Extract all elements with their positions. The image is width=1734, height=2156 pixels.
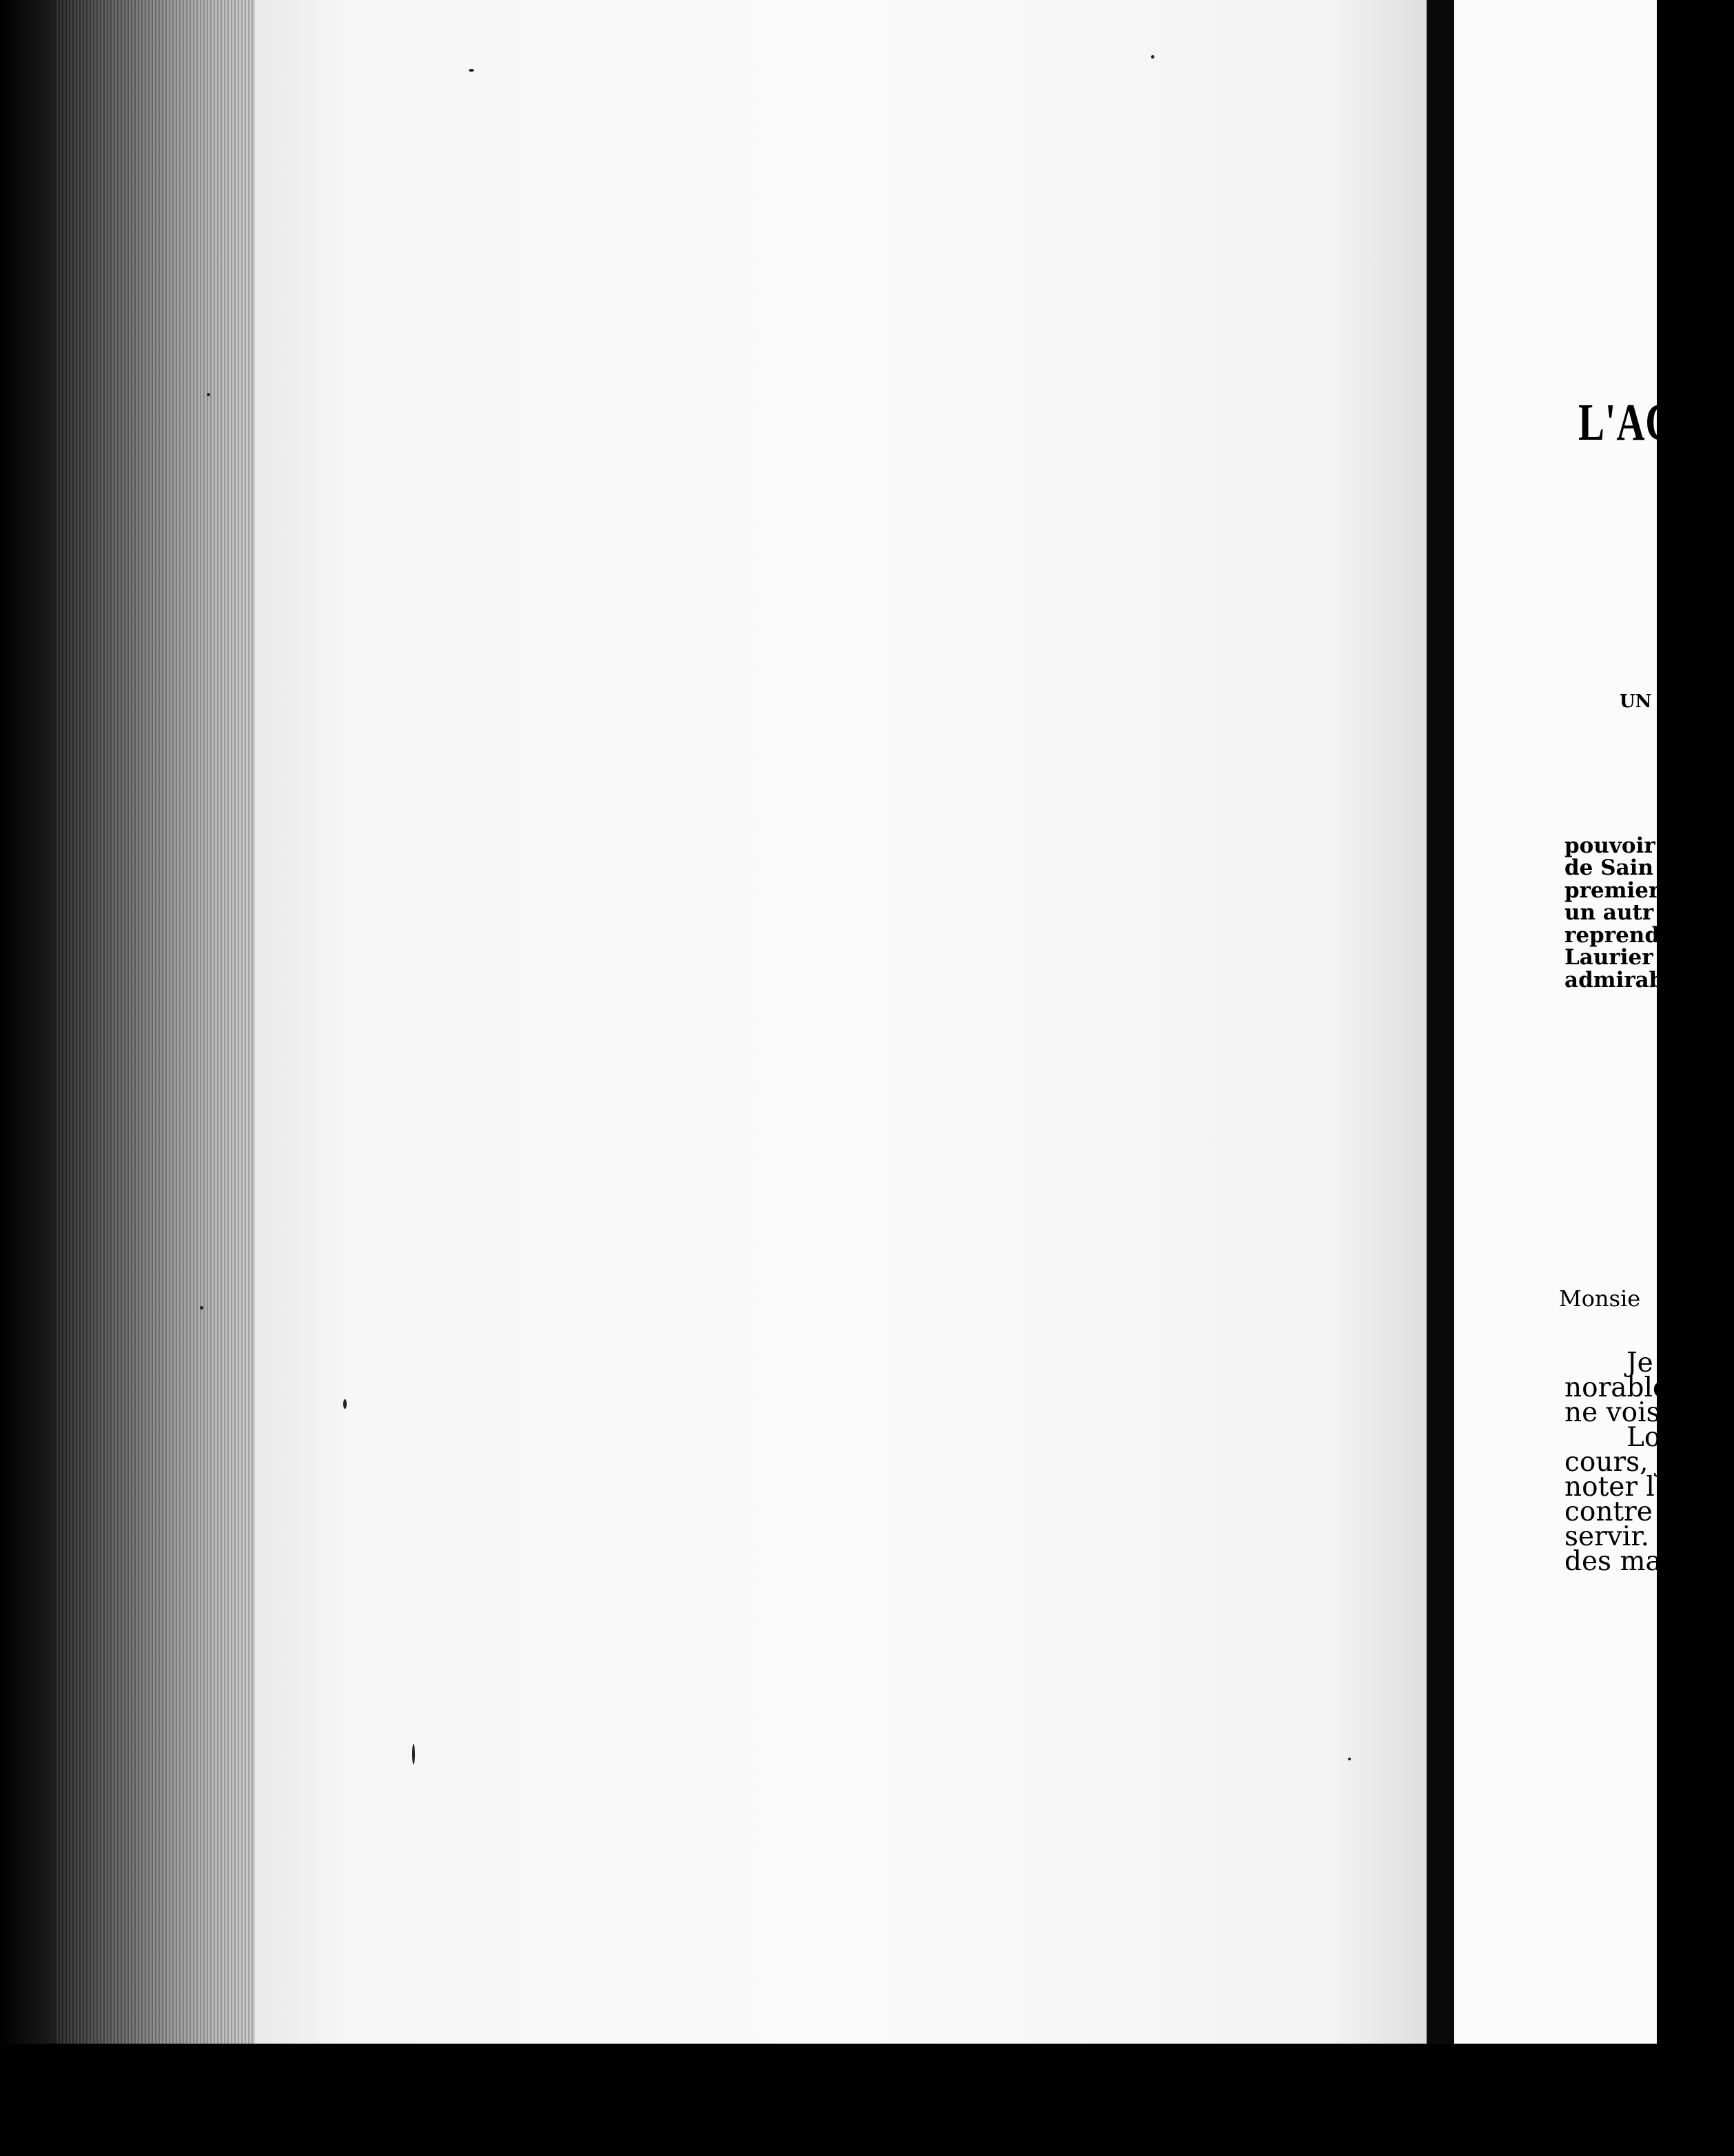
speck [469,69,474,72]
text-line: Laurier [1564,945,1653,970]
body-paragraph [1564,1348,1677,1577]
text-line: En [1702,811,1734,835]
page-edge-stripes [55,0,255,2044]
left-page-blank [255,0,1427,2044]
text-line: premier [1564,877,1660,903]
speck [207,393,210,396]
speck [412,1744,415,1765]
speck [200,1306,203,1310]
chapter-title: L'AC [1578,394,1675,451]
text-line: servir. [1564,1521,1649,1552]
text-line: Lor [1626,1422,1674,1453]
scan-bottom-border [0,2044,1657,2156]
text-line: pouvoir [1564,833,1655,858]
speck [343,1399,347,1409]
text-line: Je [1626,1348,1653,1379]
text-line: un autr [1564,900,1654,925]
chapter-subtitle: UN [1620,691,1652,712]
intro-paragraph [1564,812,1734,991]
right-page [1454,0,1734,2068]
speck [1348,1758,1351,1760]
text-line: admirab [1564,967,1664,993]
salutation: Monsie [1559,1285,1641,1312]
text-line: cours, j [1564,1447,1665,1478]
text-line: des mat [1564,1546,1673,1577]
text-line: noter l [1564,1472,1655,1503]
text-line: ne vois [1564,1397,1660,1428]
speck [1151,55,1154,59]
text-line: reprend [1564,922,1660,948]
text-line: de Sain [1564,855,1653,880]
text-line: contre l' [1564,1496,1677,1527]
text-line: norable [1564,1372,1669,1403]
gutter-shadow [1427,0,1458,2068]
